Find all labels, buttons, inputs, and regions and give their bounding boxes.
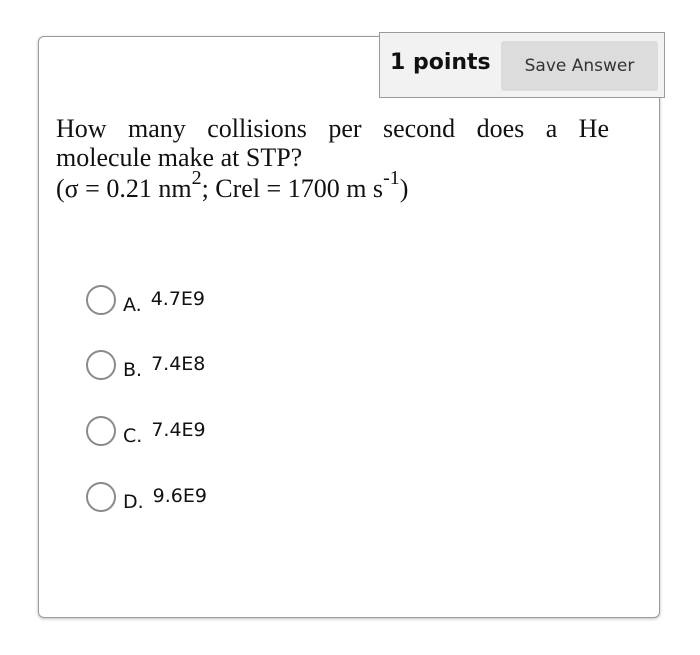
points-label: 1 points xyxy=(390,50,491,75)
radio-button-a[interactable] xyxy=(86,285,116,315)
option-b[interactable] xyxy=(86,347,205,383)
question-line-2: molecule make at STP? xyxy=(56,143,303,172)
option-c[interactable] xyxy=(86,413,206,449)
params-superscript-1: 2 xyxy=(191,167,202,190)
option-a[interactable] xyxy=(86,282,205,318)
option-letter: C. xyxy=(123,425,143,447)
radio-button-c[interactable] xyxy=(86,416,116,446)
option-d[interactable] xyxy=(86,479,207,515)
option-letter: A. xyxy=(123,294,142,316)
question-text xyxy=(56,114,609,203)
radio-button-b[interactable] xyxy=(86,350,116,380)
params-superscript-2: -1 xyxy=(383,167,400,190)
params-part-2: ; Crel = 1700 m s xyxy=(201,174,384,203)
points-header xyxy=(379,32,665,98)
option-letter: B. xyxy=(123,359,143,381)
question-parameters xyxy=(56,167,609,203)
params-part-1: (σ = 0.21 nm xyxy=(56,174,192,203)
save-answer-button[interactable]: Save Answer xyxy=(501,41,658,91)
radio-button-d[interactable] xyxy=(86,482,116,512)
option-value: 4.7E9 xyxy=(150,288,206,310)
question-line-1: How many collisions per second does a He xyxy=(56,114,609,143)
params-part-3: ) xyxy=(399,174,409,203)
option-value: 7.4E9 xyxy=(151,419,206,441)
option-value: 9.6E9 xyxy=(152,485,207,507)
option-value: 7.4E8 xyxy=(151,353,206,375)
option-letter: D. xyxy=(123,491,144,513)
